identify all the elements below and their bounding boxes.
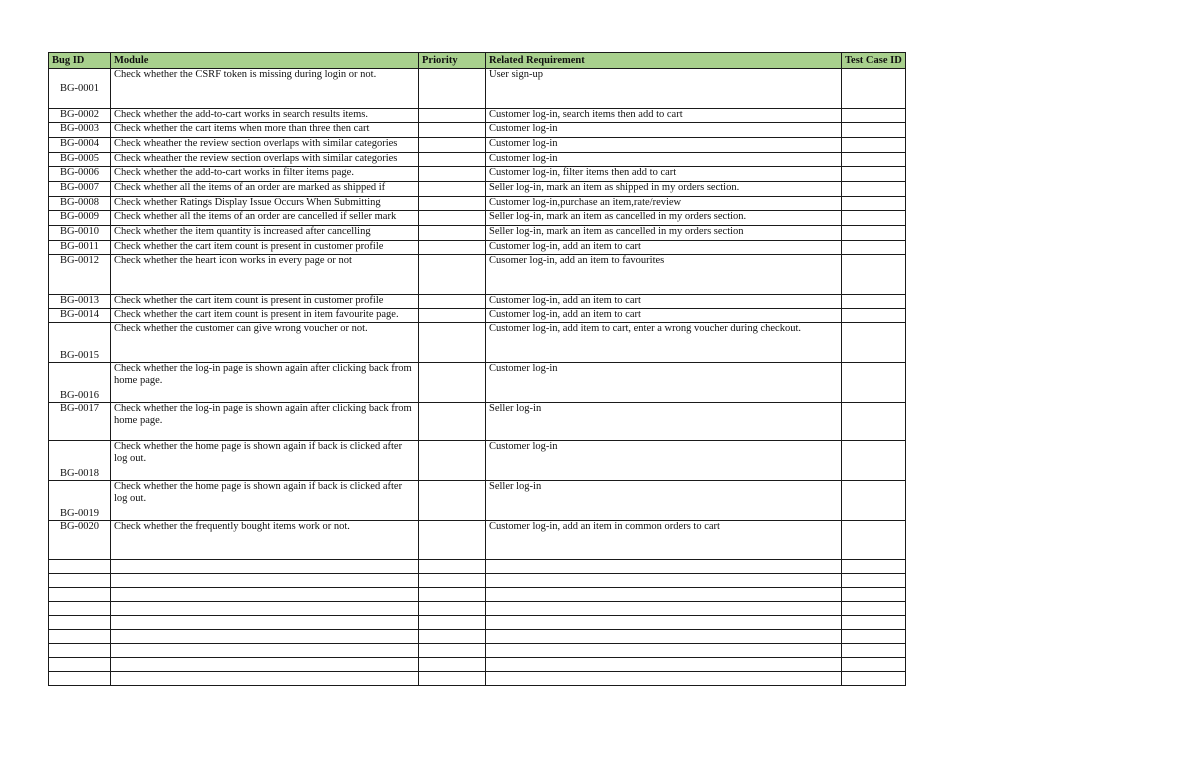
empty-row bbox=[49, 630, 906, 644]
priority-cell[interactable] bbox=[419, 672, 486, 686]
empty-row bbox=[49, 602, 906, 616]
priority-cell[interactable] bbox=[419, 226, 486, 241]
bug-id-cell[interactable]: BG-0005 bbox=[49, 153, 111, 167]
test-case-cell[interactable] bbox=[842, 123, 906, 138]
empty-row bbox=[49, 588, 906, 602]
bug-id-cell[interactable]: BG-0014 bbox=[49, 309, 111, 323]
bug-id-cell[interactable] bbox=[49, 574, 111, 588]
requirement-cell[interactable]: Customer log-in,purchase an item,rate/review bbox=[486, 197, 842, 211]
bug-id-cell[interactable]: BG-0012 bbox=[49, 255, 111, 295]
requirement-cell[interactable]: Seller log-in, mark an item as cancelled in my orders section. bbox=[486, 211, 842, 226]
table-row bbox=[49, 182, 906, 197]
priority-cell[interactable] bbox=[419, 658, 486, 672]
bug-id-cell[interactable] bbox=[49, 560, 111, 574]
module-cell[interactable] bbox=[111, 644, 419, 658]
table-row bbox=[49, 69, 906, 109]
requirement-cell[interactable]: Customer log-in, add an item to cart bbox=[486, 309, 842, 323]
test-case-cell[interactable] bbox=[842, 138, 906, 153]
module-cell[interactable]: Check whether the cart item count is present in customer profile bbox=[111, 295, 419, 309]
module-cell[interactable] bbox=[111, 630, 419, 644]
priority-cell[interactable] bbox=[419, 403, 486, 441]
table-row bbox=[49, 197, 906, 211]
bug-id-cell[interactable]: BG-0017 bbox=[49, 403, 111, 441]
bug-id-cell[interactable]: BG-0019 bbox=[49, 481, 111, 521]
header-test-case-id[interactable]: Test Case ID bbox=[842, 53, 906, 69]
table-row bbox=[49, 241, 906, 255]
module-cell[interactable]: Check whether the home page is shown again if back is clicked after log out. bbox=[111, 441, 419, 481]
requirement-cell[interactable] bbox=[486, 574, 842, 588]
module-cell[interactable] bbox=[111, 574, 419, 588]
priority-cell[interactable] bbox=[419, 441, 486, 481]
table-row bbox=[49, 226, 906, 241]
empty-row bbox=[49, 644, 906, 658]
bug-id-cell[interactable]: BG-0018 bbox=[49, 441, 111, 481]
test-case-cell[interactable] bbox=[842, 588, 906, 602]
module-cell[interactable]: Check whether the add-to-cart works in filter items page. bbox=[111, 167, 419, 182]
requirement-cell[interactable]: Customer log-in bbox=[486, 153, 842, 167]
module-cell[interactable] bbox=[111, 602, 419, 616]
table-row bbox=[49, 403, 906, 441]
priority-cell[interactable] bbox=[419, 323, 486, 363]
test-case-cell[interactable] bbox=[842, 109, 906, 123]
header-bug-id[interactable]: Bug ID bbox=[49, 53, 111, 69]
test-case-cell[interactable] bbox=[842, 153, 906, 167]
priority-cell[interactable] bbox=[419, 153, 486, 167]
test-case-cell[interactable] bbox=[842, 167, 906, 182]
test-case-cell[interactable] bbox=[842, 211, 906, 226]
priority-cell[interactable] bbox=[419, 521, 486, 560]
priority-cell[interactable] bbox=[419, 109, 486, 123]
bug-id-cell[interactable] bbox=[49, 658, 111, 672]
module-cell[interactable] bbox=[111, 588, 419, 602]
bug-id-cell[interactable]: BG-0001 bbox=[49, 69, 111, 109]
requirement-cell[interactable]: Customer log-in bbox=[486, 441, 842, 481]
test-case-cell[interactable] bbox=[842, 560, 906, 574]
requirement-cell[interactable]: Seller log-in bbox=[486, 403, 842, 441]
module-cell[interactable]: Check whether the frequently bought items work or not. bbox=[111, 521, 419, 560]
test-case-cell[interactable] bbox=[842, 644, 906, 658]
requirement-cell[interactable]: Customer log-in bbox=[486, 138, 842, 153]
requirement-cell[interactable]: User sign-up bbox=[486, 69, 842, 109]
module-cell[interactable]: Check wheather the review section overlaps with similar categories bbox=[111, 138, 419, 153]
bug-id-cell[interactable]: BG-0016 bbox=[49, 363, 111, 403]
test-case-cell[interactable] bbox=[842, 197, 906, 211]
requirement-cell[interactable] bbox=[486, 644, 842, 658]
requirement-cell[interactable]: Cusomer log-in, add an item to favourites bbox=[486, 255, 842, 295]
requirement-cell[interactable]: Seller log-in bbox=[486, 481, 842, 521]
test-case-cell[interactable] bbox=[842, 295, 906, 309]
table-body bbox=[49, 69, 906, 686]
requirement-cell[interactable]: Customer log-in, add item to cart, enter a wrong voucher during checkout. bbox=[486, 323, 842, 363]
module-cell[interactable]: Check whether the cart item count is present in customer profile bbox=[111, 241, 419, 255]
module-cell[interactable]: Check whether all the items of an order are marked as shipped if bbox=[111, 182, 419, 197]
module-cell[interactable]: Check whether the CSRF token is missing during login or not. bbox=[111, 69, 419, 109]
table-row bbox=[49, 109, 906, 123]
module-cell[interactable] bbox=[111, 560, 419, 574]
requirement-cell[interactable]: Seller log-in, mark an item as cancelled in my orders section bbox=[486, 226, 842, 241]
priority-cell[interactable] bbox=[419, 295, 486, 309]
requirement-cell[interactable] bbox=[486, 616, 842, 630]
test-case-cell[interactable] bbox=[842, 182, 906, 197]
module-cell[interactable]: Check whether the add-to-cart works in search results items. bbox=[111, 109, 419, 123]
bug-id-cell[interactable]: BG-0006 bbox=[49, 167, 111, 182]
bug-id-cell[interactable]: BG-0007 bbox=[49, 182, 111, 197]
requirement-cell[interactable]: Customer log-in, filter items then add to cart bbox=[486, 167, 842, 182]
bug-report-table bbox=[48, 52, 906, 686]
table-row bbox=[49, 481, 906, 521]
bug-id-cell[interactable] bbox=[49, 644, 111, 658]
requirement-cell[interactable] bbox=[486, 602, 842, 616]
requirement-cell[interactable]: Customer log-in bbox=[486, 123, 842, 138]
priority-cell[interactable] bbox=[419, 255, 486, 295]
header-priority[interactable]: Priority bbox=[419, 53, 486, 69]
bug-id-cell[interactable] bbox=[49, 630, 111, 644]
bug-id-cell[interactable]: BG-0004 bbox=[49, 138, 111, 153]
priority-cell[interactable] bbox=[419, 481, 486, 521]
test-case-cell[interactable] bbox=[842, 226, 906, 241]
module-cell[interactable]: Check whether the cart item count is present in item favourite page. bbox=[111, 309, 419, 323]
requirement-cell[interactable]: Customer log-in bbox=[486, 363, 842, 403]
priority-cell[interactable] bbox=[419, 560, 486, 574]
test-case-cell[interactable] bbox=[842, 630, 906, 644]
header-related-requirement[interactable]: Related Requirement bbox=[486, 53, 842, 69]
priority-cell[interactable] bbox=[419, 309, 486, 323]
module-cell[interactable] bbox=[111, 658, 419, 672]
bug-id-cell[interactable]: BG-0009 bbox=[49, 211, 111, 226]
test-case-cell[interactable] bbox=[842, 241, 906, 255]
requirement-cell[interactable] bbox=[486, 588, 842, 602]
empty-row bbox=[49, 560, 906, 574]
table-row bbox=[49, 211, 906, 226]
test-case-cell[interactable] bbox=[842, 323, 906, 363]
test-case-cell[interactable] bbox=[842, 481, 906, 521]
priority-cell[interactable] bbox=[419, 241, 486, 255]
priority-cell[interactable] bbox=[419, 588, 486, 602]
module-cell[interactable]: Check whether the heart icon works in every page or not bbox=[111, 255, 419, 295]
test-case-cell[interactable] bbox=[842, 658, 906, 672]
table-row bbox=[49, 255, 906, 295]
empty-row bbox=[49, 672, 906, 686]
header-row bbox=[49, 53, 906, 69]
bug-id-cell[interactable]: BG-0008 bbox=[49, 197, 111, 211]
priority-cell[interactable] bbox=[419, 211, 486, 226]
priority-cell[interactable] bbox=[419, 69, 486, 109]
priority-cell[interactable] bbox=[419, 616, 486, 630]
bug-id-cell[interactable]: BG-0011 bbox=[49, 241, 111, 255]
requirement-cell[interactable]: Customer log-in, add an item in common orders to cart bbox=[486, 521, 842, 560]
bug-id-cell[interactable] bbox=[49, 602, 111, 616]
table-row bbox=[49, 295, 906, 309]
requirement-cell[interactable] bbox=[486, 630, 842, 644]
empty-row bbox=[49, 574, 906, 588]
table-row bbox=[49, 309, 906, 323]
module-cell[interactable]: Check whether the log-in page is shown again after clicking back from home page. bbox=[111, 363, 419, 403]
bug-id-cell[interactable]: BG-0003 bbox=[49, 123, 111, 138]
test-case-cell[interactable] bbox=[842, 309, 906, 323]
priority-cell[interactable] bbox=[419, 197, 486, 211]
module-cell[interactable]: Check whether Ratings Display Issue Occurs When Submitting bbox=[111, 197, 419, 211]
table-row bbox=[49, 167, 906, 182]
table-row bbox=[49, 363, 906, 403]
table-row bbox=[49, 441, 906, 481]
test-case-cell[interactable] bbox=[842, 672, 906, 686]
table-row bbox=[49, 138, 906, 153]
bug-id-cell[interactable] bbox=[49, 672, 111, 686]
bug-id-cell[interactable]: BG-0020 bbox=[49, 521, 111, 560]
module-cell[interactable] bbox=[111, 672, 419, 686]
table-row bbox=[49, 323, 906, 363]
module-cell[interactable]: Check whether the log-in page is shown again after clicking back from home page. bbox=[111, 403, 419, 441]
bug-id-cell[interactable]: BG-0013 bbox=[49, 295, 111, 309]
bug-id-cell[interactable] bbox=[49, 616, 111, 630]
requirement-cell[interactable]: Seller log-in, mark an item as shipped in my orders section. bbox=[486, 182, 842, 197]
header-module[interactable]: Module bbox=[111, 53, 419, 69]
empty-row bbox=[49, 616, 906, 630]
bug-id-cell[interactable]: BG-0015 bbox=[49, 323, 111, 363]
module-cell[interactable]: Check wheather the review section overlaps with similar categories bbox=[111, 153, 419, 167]
priority-cell[interactable] bbox=[419, 182, 486, 197]
priority-cell[interactable] bbox=[419, 138, 486, 153]
test-case-cell[interactable] bbox=[842, 69, 906, 109]
module-cell[interactable]: Check whether the home page is shown again if back is clicked after log out. bbox=[111, 481, 419, 521]
requirement-cell[interactable]: Customer log-in, search items then add to cart bbox=[486, 109, 842, 123]
priority-cell[interactable] bbox=[419, 644, 486, 658]
requirement-cell[interactable]: Customer log-in, add an item to cart bbox=[486, 295, 842, 309]
test-case-cell[interactable] bbox=[842, 403, 906, 441]
table-row bbox=[49, 123, 906, 138]
requirement-cell[interactable] bbox=[486, 560, 842, 574]
module-cell[interactable] bbox=[111, 616, 419, 630]
test-case-cell[interactable] bbox=[842, 574, 906, 588]
requirement-cell[interactable]: Customer log-in, add an item to cart bbox=[486, 241, 842, 255]
empty-row bbox=[49, 658, 906, 672]
bug-id-cell[interactable]: BG-0002 bbox=[49, 109, 111, 123]
module-cell[interactable]: Check whether the item quantity is increased after cancelling bbox=[111, 226, 419, 241]
test-case-cell[interactable] bbox=[842, 441, 906, 481]
bug-id-cell[interactable] bbox=[49, 588, 111, 602]
priority-cell[interactable] bbox=[419, 123, 486, 138]
bug-id-cell[interactable]: BG-0010 bbox=[49, 226, 111, 241]
priority-cell[interactable] bbox=[419, 363, 486, 403]
test-case-cell[interactable] bbox=[842, 616, 906, 630]
module-cell[interactable]: Check whether all the items of an order are cancelled if seller mark bbox=[111, 211, 419, 226]
test-case-cell[interactable] bbox=[842, 363, 906, 403]
table-row bbox=[49, 521, 906, 560]
priority-cell[interactable] bbox=[419, 630, 486, 644]
priority-cell[interactable] bbox=[419, 167, 486, 182]
test-case-cell[interactable] bbox=[842, 521, 906, 560]
test-case-cell[interactable] bbox=[842, 255, 906, 295]
test-case-cell[interactable] bbox=[842, 602, 906, 616]
module-cell[interactable]: Check whether the cart items when more than three then cart bbox=[111, 123, 419, 138]
table-row bbox=[49, 153, 906, 167]
priority-cell[interactable] bbox=[419, 602, 486, 616]
priority-cell[interactable] bbox=[419, 574, 486, 588]
requirement-cell[interactable] bbox=[486, 672, 842, 686]
requirement-cell[interactable] bbox=[486, 658, 842, 672]
module-cell[interactable]: Check whether the customer can give wrong voucher or not. bbox=[111, 323, 419, 363]
